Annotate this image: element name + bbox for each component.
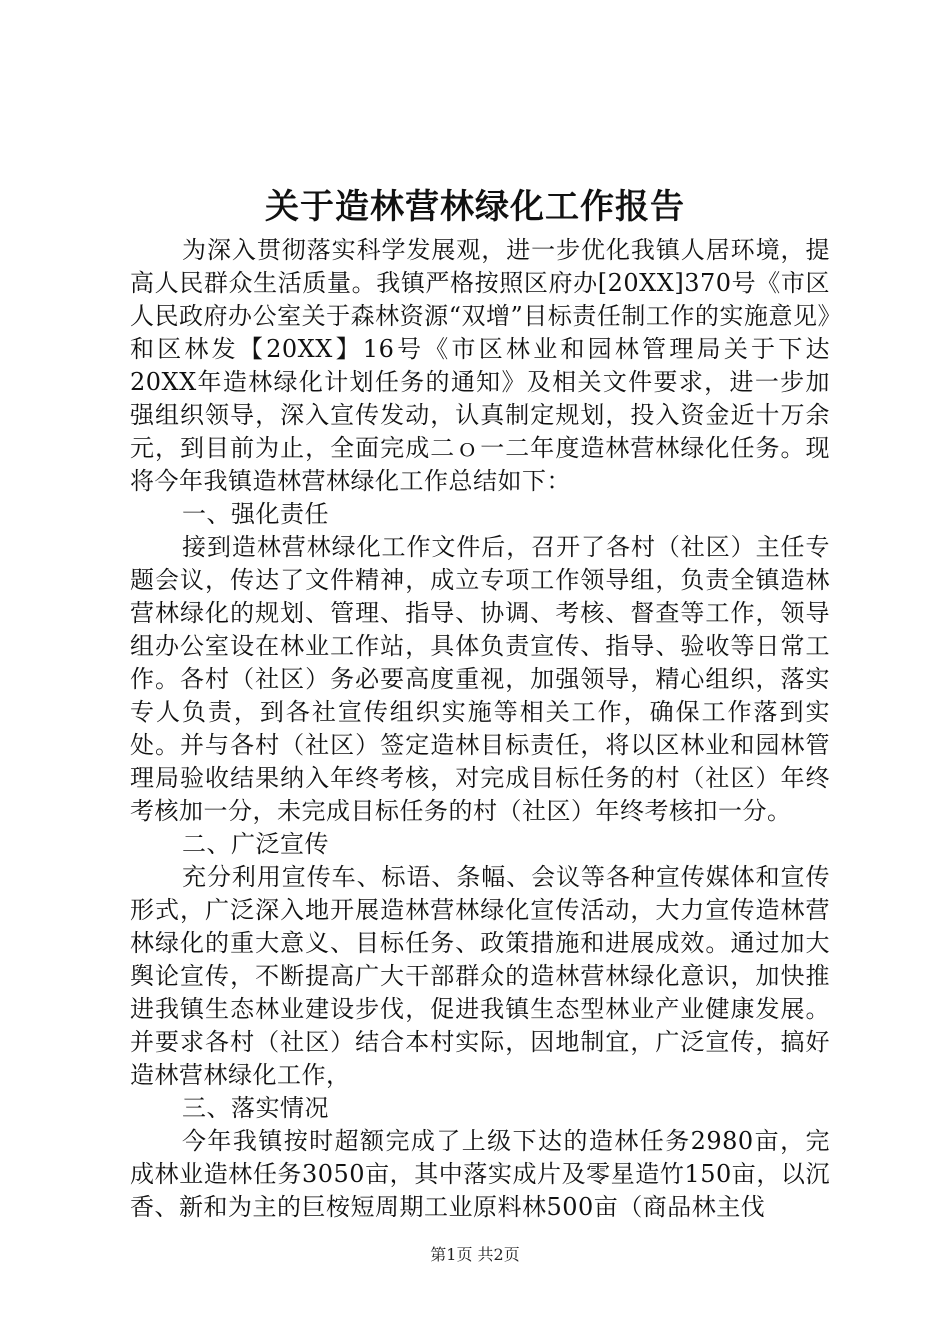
document-body <box>130 234 830 1224</box>
section-2-paragraph: 充分利用宣传车、标语、条幅、会议等各种宣传媒体和宣传形式，广泛深入地开展造林营林绿化宣传活动，大力宣传造林营林绿化的重大意义、目标任务、政策措施和进展成效。通过加大舆论宣传，不断提高广大干部群众的造林营林绿化意识，加快推进我镇生态林业建设步伐，促进我镇生态型林业产业健康发展。并要求各村（社区）结合本村实际，因地制宜，广泛宣传，搞好造林营林绿化工作， <box>130 863 830 1089</box>
page-footer: 第1页 共2页 <box>430 1245 520 1264</box>
section-heading-3: 三、落实情况 <box>182 1094 329 1122</box>
section-3-paragraph: 今年我镇按时超额完成了上级下达的造林任务2980亩，完成林业造林任务3050亩，其中落实成片及零星造竹150亩，以沉香、新和为主的巨桉短周期工业原料林500亩（商品林主伐 <box>130 1127 830 1221</box>
document-title: 关于造林营林绿化工作报告 <box>265 187 685 227</box>
section-1-paragraph: 接到造林营林绿化工作文件后，召开了各村（社区）主任专题会议，传达了文件精神，成立专项工作领导组，负责全镇造林营林绿化的规划、管理、指导、协调、考核、督查等工作，领导组办公室设在林业工作站，具体负责宣传、指导、验收等日常工作。各村（社区）务必要高度重视，加强领导，精心组织，落实专人负责，到各社宣传组织实施等相关工作，确保工作落到实处。并与各村（社区）签定造林目标责任，将以区林业和园林管理局验收结果纳入年终考核，对完成目标任务的村（社区）年终考核加一分，未完成目标任务的村（社区）年终考核扣一分。 <box>130 533 830 825</box>
section-heading-1: 一、强化责任 <box>182 500 329 528</box>
section-heading-2: 二、广泛宣传 <box>182 830 329 858</box>
intro-paragraph: 为深入贯彻落实科学发展观，进一步优化我镇人居环境，提高人民群众生活质量。我镇严格按照区府办[20XX]370号《市区人民政府办公室关于森林资源“双增”目标责任制工作的实施意见》和区林发【20XX】16号《市区林业和园林管理局关于下达20XX年造林绿化计划任务的通知》及相关文件要求，进一步加强组织领导，深入宣传发动，认真制定规划，投入资金近十万余元，到目前为止，全面完成二ｏ一二年度造林营林绿化任务。现将今年我镇造林营林绿化工作总结如下： <box>130 236 830 495</box>
